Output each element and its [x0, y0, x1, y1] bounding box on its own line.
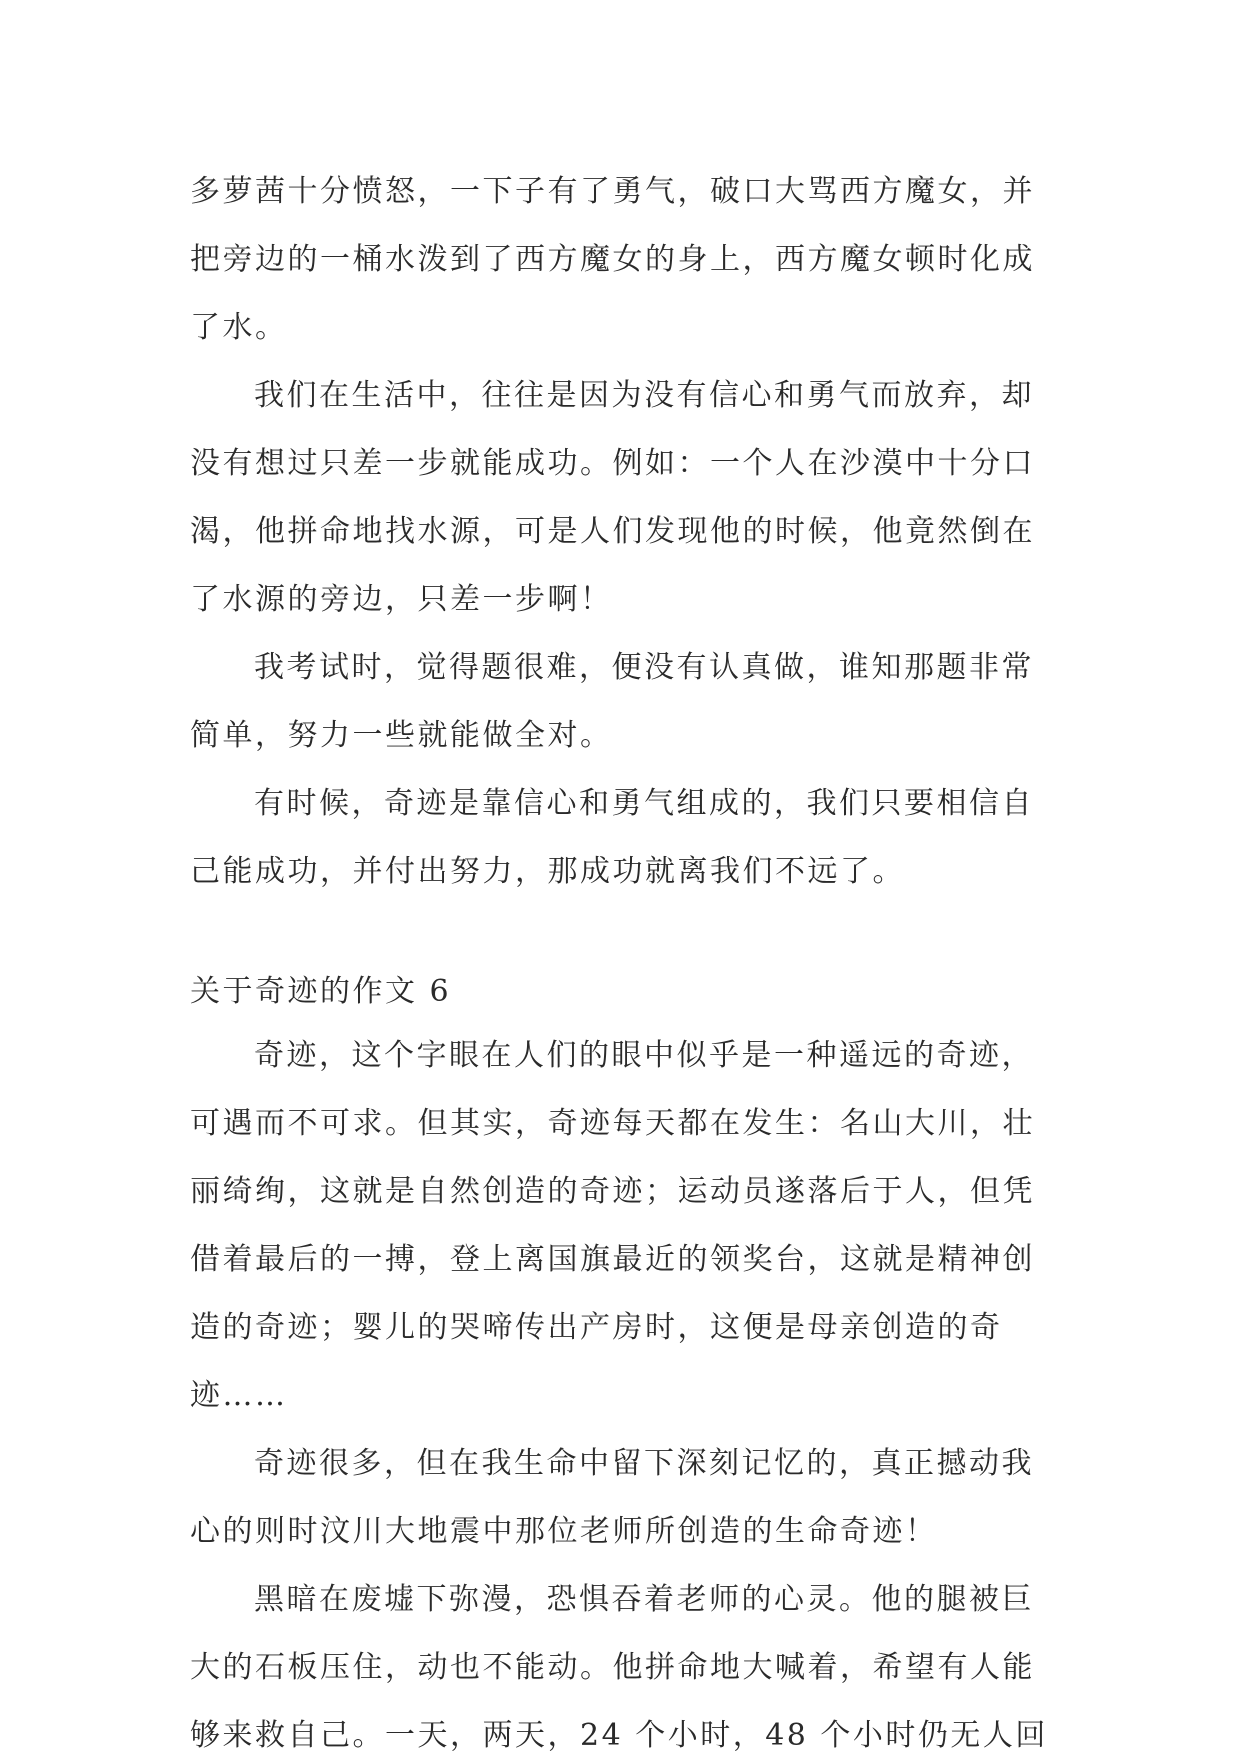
paragraph-line: 多萝茜十分愤怒，一下子有了勇气，破口大骂西方魔女，并 [190, 174, 1035, 209]
paragraph-line: 没有想过只差一步就能成功。例如：一个人在沙漠中十分口 [190, 446, 1035, 481]
paragraph-line: 我考试时，觉得题很难，便没有认真做，谁知那题非常 [254, 650, 1034, 685]
paragraph-line: 造的奇迹；婴儿的哭啼传出产房时，这便是母亲创造的奇 [190, 1310, 1003, 1345]
paragraph-line: 奇迹，这个字眼在人们的眼中似乎是一种遥远的奇迹， [254, 1038, 1034, 1073]
paragraph-line: 心的则时汶川大地震中那位老师所创造的生命奇迹！ [190, 1514, 938, 1549]
paragraph-line: 迹…… [190, 1378, 288, 1413]
paragraph-line: 渴，他拼命地找水源，可是人们发现他的时候，他竟然倒在 [190, 514, 1035, 549]
paragraph-line: 借着最后的一搏，登上离国旗最近的领奖台，这就是精神创 [190, 1242, 1035, 1277]
paragraph-line: 黑暗在废墟下弥漫，恐惧吞着老师的心灵。他的腿被巨 [254, 1582, 1034, 1617]
paragraph-line: 了水。 [190, 310, 288, 345]
paragraph-line: 己能成功，并付出努力，那成功就离我们不远了。 [190, 854, 905, 889]
paragraph-line: 可遇而不可求。但其实，奇迹每天都在发生：名山大川，壮 [190, 1106, 1035, 1141]
paragraph-line: 有时候，奇迹是靠信心和勇气组成的，我们只要相信自 [254, 786, 1034, 821]
paragraph-line: 我们在生活中，往往是因为没有信心和勇气而放弃，却 [254, 378, 1034, 413]
paragraph-line: 奇迹很多，但在我生命中留下深刻记忆的，真正撼动我 [254, 1446, 1034, 1481]
paragraph-line: 丽绮绚，这就是自然创造的奇迹；运动员遂落后于人，但凭 [190, 1174, 1035, 1209]
paragraph-line: 够来救自己。一天，两天，24 个小时，48 个小时仍无人回 [190, 1718, 1048, 1753]
paragraph-line: 大的石板压住，动也不能动。他拼命地大喊着，希望有人能 [190, 1650, 1035, 1685]
paragraph-line: 简单，努力一些就能做全对。 [190, 718, 613, 753]
paragraph-line: 了水源的旁边，只差一步啊！ [190, 582, 613, 617]
section-title: 关于奇迹的作文 6 [190, 974, 452, 1009]
paragraph-line: 把旁边的一桶水泼到了西方魔女的身上，西方魔女顿时化成 [190, 242, 1035, 277]
